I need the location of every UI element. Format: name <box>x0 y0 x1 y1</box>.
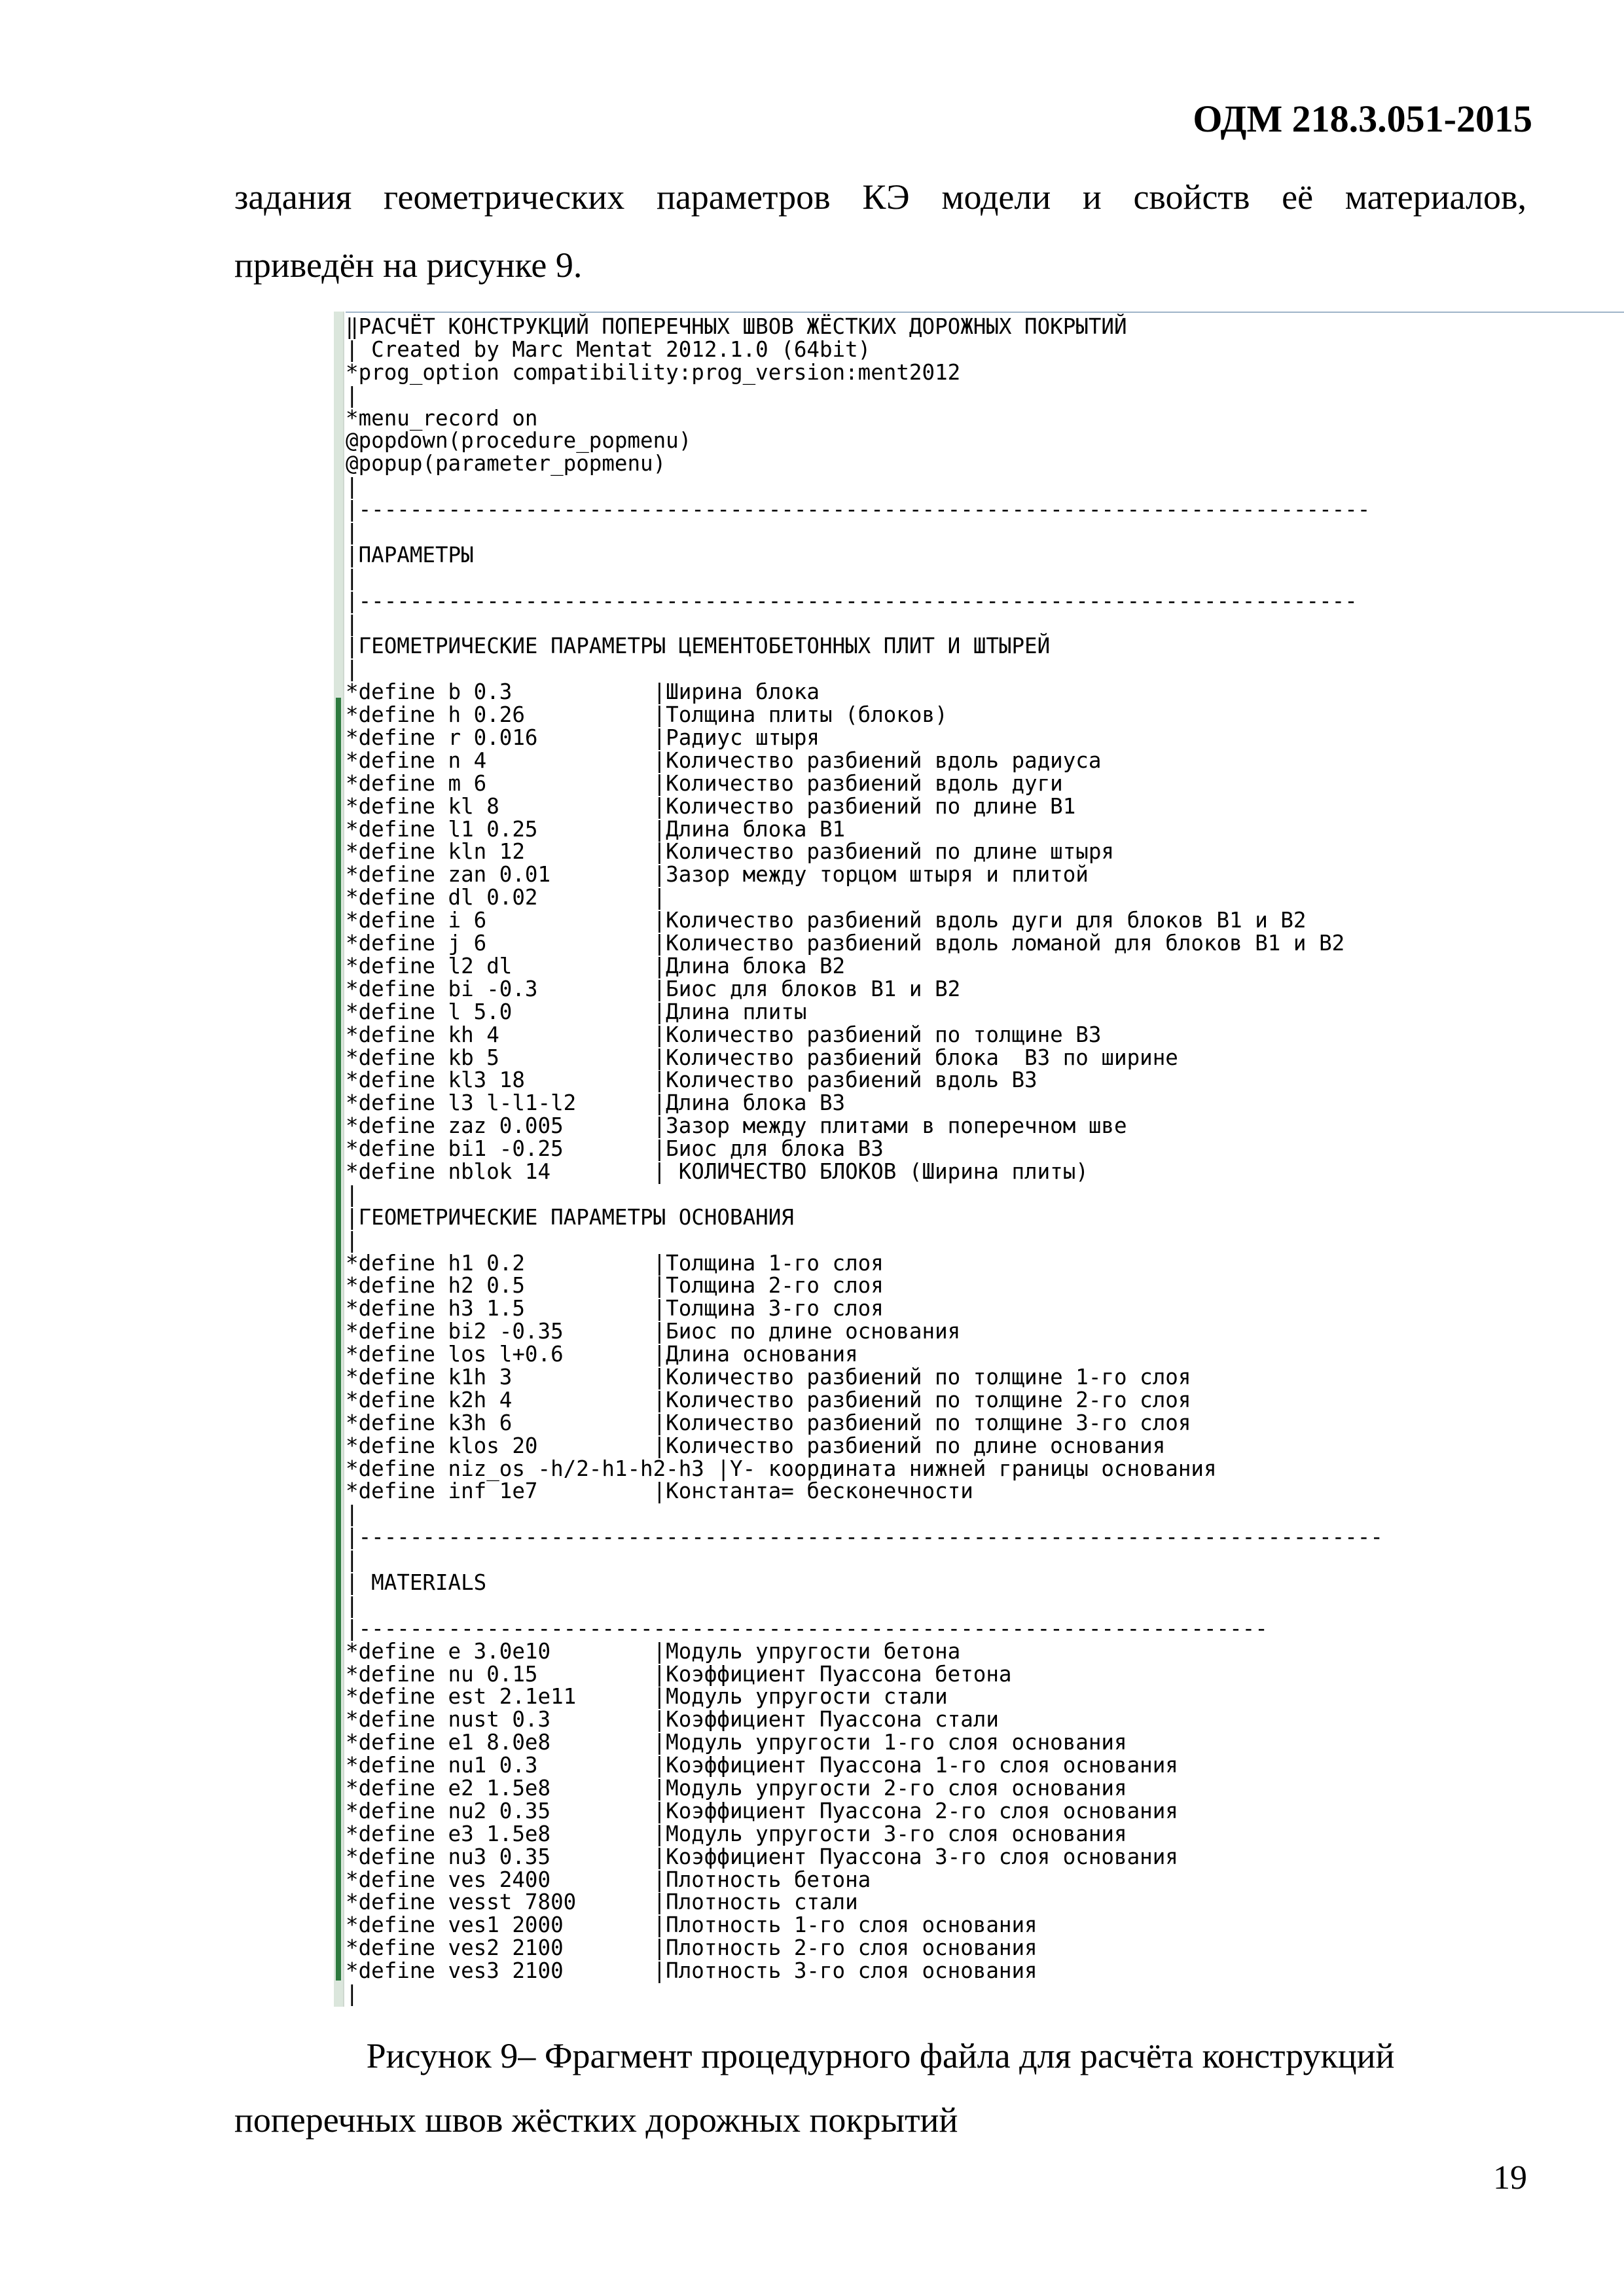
code-line: *define e3 1.5e8 |Модуль упругости 3-го слоя основания <box>346 1821 1127 1846</box>
code-line: *define ves3 2100 |Плотность 3-го слоя основания <box>346 1958 1038 1984</box>
code-line: *define ves1 2000 |Плотность 1-го слоя основания <box>346 1912 1038 1938</box>
code-line: *prog_option compatibility:prog_version:ment2012 <box>346 359 961 385</box>
code-line: | Created by Marc Mentat 2012.1.0 (64bit) <box>346 336 871 362</box>
code-line: *define nust 0.3 |Коэффициент Пуассона стали <box>346 1707 999 1732</box>
code-line: ‖РАСЧЁТ КОНСТРУКЦИЙ ПОПЕРЕЧНЫХ ШВОВ ЖЁСТКИХ ДОРОЖНЫХ ПОКРЫТИЙ <box>346 314 1127 339</box>
code-line: *define zaz 0.005 |Зазор между плитами в поперечном шве <box>346 1113 1127 1139</box>
code-line: *define bi1 -0.25 |Биос для блока В3 <box>346 1136 884 1162</box>
code-line: *define k3h 6 |Количество разбиений по толщине 3-го слоя <box>346 1410 1191 1435</box>
code-line: *define kb 5 |Количество разбиений блока В3 по ширине <box>346 1045 1178 1070</box>
code-line: *define inf 1e7 |Константа= бесконечности <box>346 1479 973 1504</box>
code-line: | <box>346 656 359 682</box>
code-line: *define b 0.3 |Ширина блока <box>346 679 820 705</box>
code-line: *define nblok 14 | КОЛИЧЕСТВО БЛОКОВ (Ширина плиты) <box>346 1158 1089 1184</box>
code-line: *define kln 12 |Количество разбиений по длине штыря <box>346 839 1114 865</box>
code-line: *define l1 0.25 |Длина блока В1 <box>346 816 846 842</box>
code-line: *define bi2 -0.35 |Биос по длине основания <box>346 1319 961 1344</box>
code-line: *define k2h 4 |Количество разбиений по толщине 2-го слоя <box>346 1387 1191 1412</box>
procedure-code-listing <box>346 315 1624 2005</box>
code-line: | MATERIALS <box>346 1570 487 1595</box>
code-line: *define est 2.1e11 |Модуль упругости стали <box>346 1684 948 1710</box>
code-line: *define l 5.0 |Длина плиты <box>346 999 807 1024</box>
intro-paragraph-line-1: задания геометрических параметров КЭ модели и свойств её материалов, <box>234 177 1526 217</box>
editor-gutter <box>334 312 344 2007</box>
code-line: *define los l+0.6 |Длина основания <box>346 1342 858 1367</box>
code-line: *define e1 8.0e8 |Модуль упругости 1-го слоя основания <box>346 1730 1127 1755</box>
procedure-file-screenshot <box>334 312 1624 2007</box>
code-line: *define ves2 2100 |Плотность 2-го слоя основания <box>346 1935 1038 1961</box>
code-line: | <box>346 1981 359 2007</box>
code-line: *define kl3 18 |Количество разбиений вдоль В3 <box>346 1067 1038 1093</box>
code-line: *define e2 1.5e8 |Модуль упругости 2-го слоя основания <box>346 1776 1127 1801</box>
code-line: *define m 6 |Количество разбиений вдоль дуги <box>346 770 1063 796</box>
code-line: *define nu3 0.35 |Коэффициент Пуассона 3-го слоя основания <box>346 1844 1178 1869</box>
code-line: |ГЕОМЕТРИЧЕСКИЕ ПАРАМЕТРЫ ЦЕМЕНТОБЕТОННЫХ ПЛИТ И ШТЫРЕЙ <box>346 634 1051 659</box>
code-line: *menu_record on <box>346 405 538 431</box>
code-line: | <box>346 1592 359 1618</box>
document-code-header: ОДМ 218.3.051-2015 <box>1193 98 1532 140</box>
figure-caption-line-1: Рисунок 9– Фрагмент процедурного файла для расчёта конструкций <box>366 2036 1395 2075</box>
code-line: | <box>346 1181 359 1207</box>
intro-paragraph-line-2: приведён на рисунке 9. <box>234 245 583 285</box>
code-line: |ГЕОМЕТРИЧЕСКИЕ ПАРАМЕТРЫ ОСНОВАНИЯ <box>346 1204 794 1230</box>
code-line: *define h 0.26 |Толщина плиты (блоков) <box>346 702 948 728</box>
code-line: | <box>346 611 359 636</box>
code-line: @popup(parameter_popmenu) <box>346 451 666 476</box>
code-line: | <box>346 520 359 545</box>
code-line: *define vesst 7800 |Плотность стали <box>346 1890 858 1915</box>
code-line: *define kh 4 |Количество разбиений по толщине В3 <box>346 1022 1102 1047</box>
code-line: *define h2 0.5 |Толщина 2-го слоя <box>346 1273 884 1299</box>
editor-top-border <box>346 312 1624 313</box>
code-line: *define bi -0.3 |Биос для блоков В1 и В2 <box>346 976 961 1001</box>
code-line: | <box>346 1547 359 1573</box>
code-line: *define j 6 |Количество разбиений вдоль ломаной для блоков В1 и В2 <box>346 931 1345 956</box>
page-number: 19 <box>1493 2159 1527 2197</box>
code-line: *define dl 0.02 | <box>346 885 666 910</box>
code-line: | <box>346 565 359 590</box>
code-line: *define kl 8 |Количество разбиений по длине В1 <box>346 793 1076 819</box>
code-line: | <box>346 382 359 408</box>
code-line: *define zan 0.01 |Зазор между торцом штыря и плитой <box>346 862 1089 888</box>
figure-caption-line-2: поперечных швов жёстких дорожных покрытий <box>234 2100 958 2140</box>
code-line: *define nu1 0.3 |Коэффициент Пуассона 1-го слоя основания <box>346 1753 1178 1778</box>
code-line: *define niz_os -h/2-h1-h2-h3 |Y- координата нижней границы основания <box>346 1456 1217 1481</box>
code-line: | <box>346 1227 359 1253</box>
code-line: *define klos 20 |Количество разбиений по длине основания <box>346 1433 1166 1458</box>
code-line: *define nu2 0.35 |Коэффициент Пуассона 2-го слоя основания <box>346 1798 1178 1823</box>
code-line: | <box>346 474 359 499</box>
code-line: *define h1 0.2 |Толщина 1-го слоя <box>346 1250 884 1276</box>
code-line: *define h3 1.5 |Толщина 3-го слоя <box>346 1296 884 1321</box>
change-marker-bar <box>336 698 341 1981</box>
code-line: |------------------------------------------------------------------------------- <box>346 497 1371 522</box>
code-line: *define l2 dl |Длина блока В2 <box>346 953 846 978</box>
code-line: | <box>346 1501 359 1527</box>
code-line: |------------------------------------------------------------------------------ <box>346 588 1358 613</box>
code-line: *define l3 l-l1-l2 |Длина блока В3 <box>346 1090 846 1116</box>
code-line: @popdown(procedure_popmenu) <box>346 428 692 454</box>
code-line: |ПАРАМЕТРЫ <box>346 542 474 567</box>
code-line: *define n 4 |Количество разбиений вдоль радиуса <box>346 747 1102 773</box>
code-line: *define ves 2400 |Плотность бетона <box>346 1867 871 1892</box>
code-line: *define r 0.016 |Радиус штыря <box>346 725 820 751</box>
code-line: *define nu 0.15 |Коэффициент Пуассона бетона <box>346 1661 1012 1687</box>
code-line: *define e 3.0e10 |Модуль упругости бетона <box>346 1638 961 1664</box>
code-line: |----------------------------------------------------------------------- <box>346 1615 1268 1641</box>
code-line: *define i 6 |Количество разбиений вдоль дуги для блоков В1 и В2 <box>346 908 1307 933</box>
code-line: *define k1h 3 |Количество разбиений по толщине 1-го слоя <box>346 1364 1191 1390</box>
code-line: |-------------------------------------------------------------------------------- <box>346 1524 1383 1550</box>
